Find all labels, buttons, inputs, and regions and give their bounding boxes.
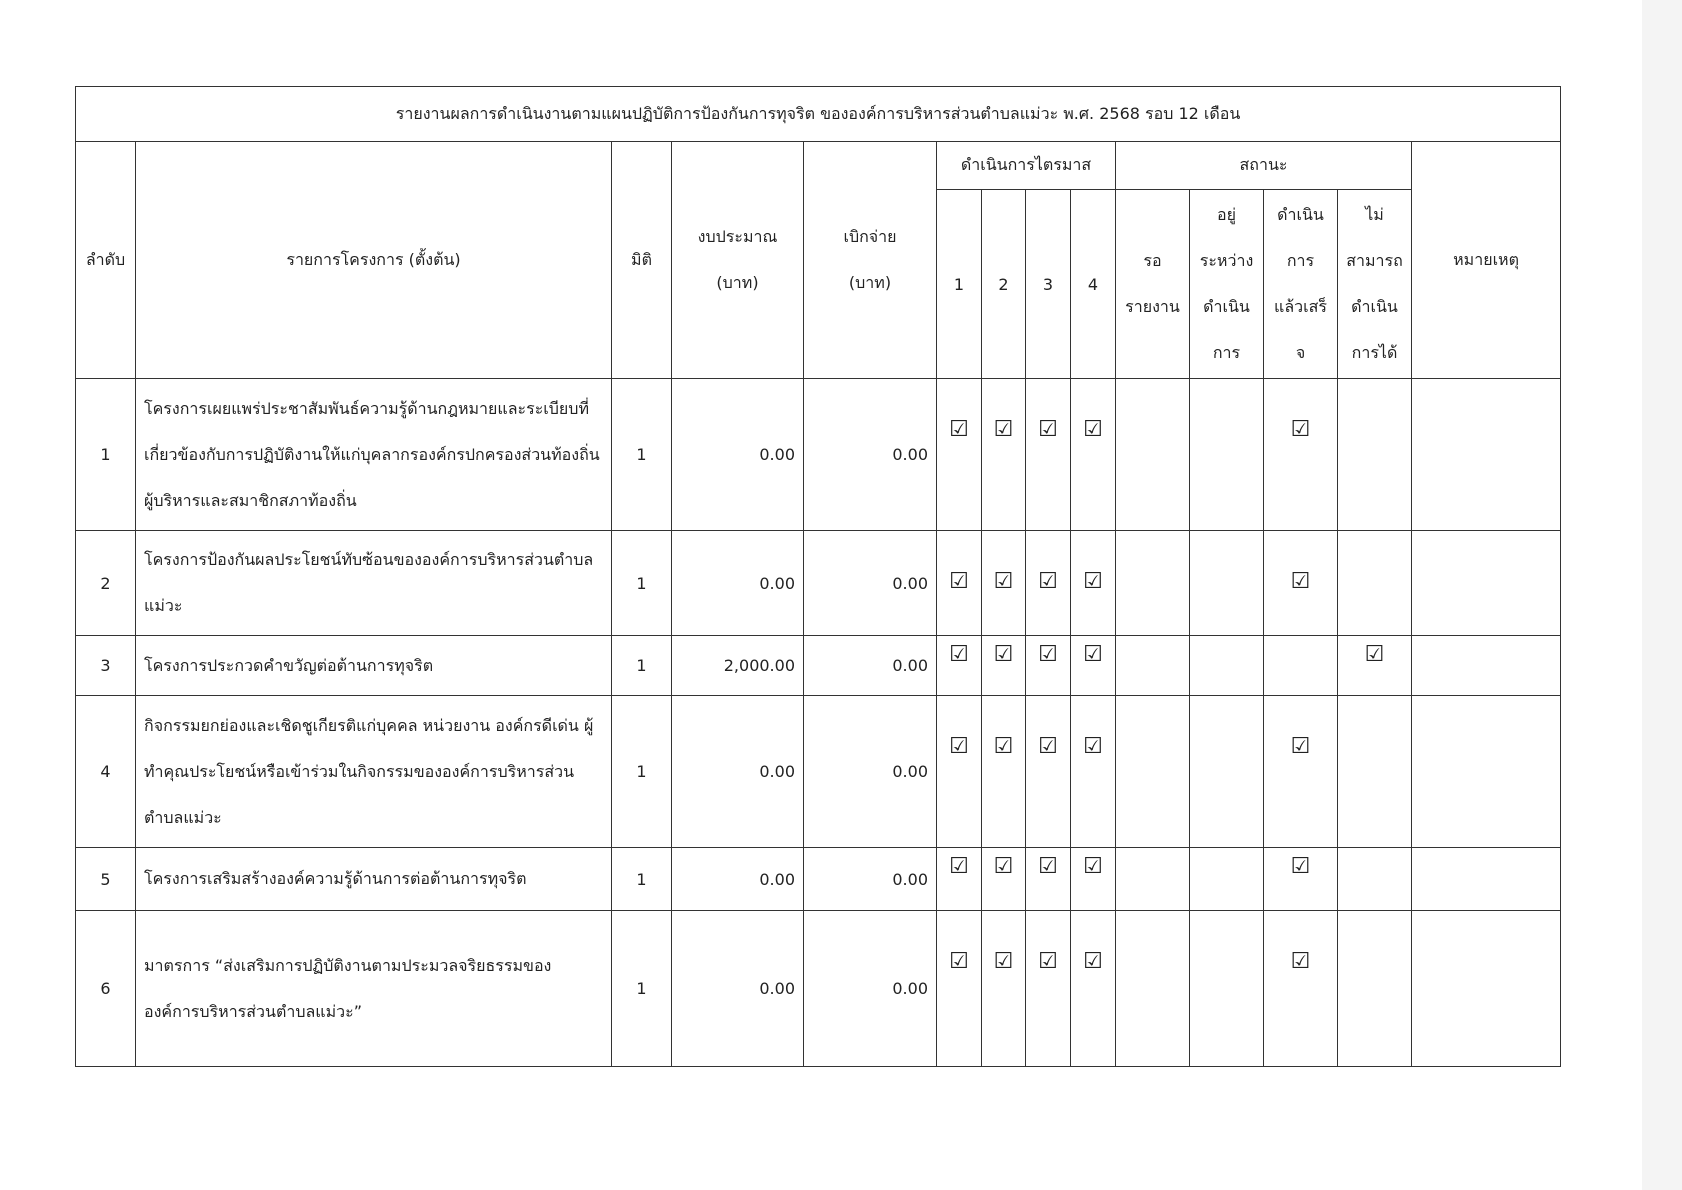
header-quarter-2: 2: [982, 190, 1026, 379]
status-header-line: แล้วเสร็: [1274, 297, 1327, 316]
checkbox-checked-icon: ☑: [993, 642, 1014, 667]
header-no: ลำดับ: [76, 142, 136, 379]
status-header-line: ไม่: [1365, 205, 1384, 224]
header-project: รายการโครงการ (ตั้งต้น): [136, 142, 612, 379]
quarter-2-cell: [982, 848, 1026, 911]
status-header-line: การ: [1286, 251, 1315, 270]
quarter-3-cell: [1026, 379, 1071, 531]
quarter-3-cell: [1026, 531, 1071, 636]
table-row: [76, 696, 1561, 848]
row-remark: [1412, 696, 1561, 848]
row-no: 5: [76, 848, 136, 911]
row-remark: [1412, 911, 1561, 1067]
status-2-cell: [1190, 848, 1264, 911]
checkbox-checked-icon: ☑: [1038, 642, 1058, 667]
status-2-cell: [1190, 696, 1264, 848]
row-budget: 2,000.00: [672, 636, 804, 696]
budget-label: งบประมาณ: [697, 227, 778, 246]
header-status-4: [1338, 190, 1412, 379]
quarter-1-cell: [937, 636, 982, 696]
header-quarter-group: ดำเนินการไตรมาส: [937, 142, 1116, 190]
row-project-name: โครงการประกวดคำขวัญต่อต้านการทุจริต: [136, 636, 612, 696]
status-3-cell: [1264, 848, 1338, 911]
row-no: 2: [76, 531, 136, 636]
row-spent: 0.00: [804, 696, 937, 848]
row-dimension: 1: [612, 636, 672, 696]
row-budget: 0.00: [672, 911, 804, 1067]
row-dimension: 1: [612, 911, 672, 1067]
quarter-1-cell: [937, 696, 982, 848]
row-budget: 0.00: [672, 379, 804, 531]
quarter-3-cell: [1026, 848, 1071, 911]
row-no: 6: [76, 911, 136, 1067]
checkbox-checked-icon: ☑: [949, 734, 969, 759]
status-3-cell: [1264, 911, 1338, 1067]
checkbox-checked-icon: ☑: [1038, 734, 1058, 759]
header-quarter-3: 3: [1026, 190, 1071, 379]
status-header-line: ดำเนิน: [1277, 205, 1324, 224]
status-4-cell: [1338, 848, 1412, 911]
status-1-cell: [1116, 911, 1190, 1067]
status-header-line: การ: [1212, 343, 1241, 362]
quarter-4-cell: [1071, 911, 1116, 1067]
header-remark: หมายเหตุ: [1412, 142, 1561, 379]
quarter-2-cell: [982, 696, 1026, 848]
row-dimension: 1: [612, 848, 672, 911]
checkbox-checked-icon: ☑: [949, 642, 969, 667]
checkbox-checked-icon: ☑: [949, 854, 969, 879]
checkbox-checked-icon: ☑: [949, 417, 969, 442]
checkbox-checked-icon: ☑: [1290, 417, 1311, 442]
row-spent: 0.00: [804, 636, 937, 696]
table-row: [76, 911, 1561, 1067]
checkbox-checked-icon: ☑: [993, 417, 1014, 442]
status-3-cell: [1264, 531, 1338, 636]
row-budget: 0.00: [672, 848, 804, 911]
checkbox-checked-icon: ☑: [1083, 734, 1103, 759]
checkbox-checked-icon: ☑: [949, 949, 969, 974]
status-header-line: การได้: [1351, 343, 1398, 362]
quarter-2-cell: [982, 531, 1026, 636]
quarter-1-cell: [937, 531, 982, 636]
checkbox-checked-icon: ☑: [1083, 417, 1103, 442]
status-1-cell: [1116, 636, 1190, 696]
quarter-4-cell: [1071, 848, 1116, 911]
quarter-2-cell: [982, 636, 1026, 696]
checkbox-checked-icon: ☑: [1038, 854, 1058, 879]
table-row: [76, 531, 1561, 636]
checkbox-checked-icon: ☑: [1083, 949, 1103, 974]
checkbox-checked-icon: ☑: [993, 734, 1014, 759]
checkbox-checked-icon: ☑: [1364, 642, 1385, 667]
row-project-name: โครงการป้องกันผลประโยชน์ทับซ้อนขององค์การบริหารส่วนตำบลแม่วะ: [136, 531, 612, 636]
budget-unit: (บาท): [716, 273, 759, 292]
header-status-1: [1116, 190, 1190, 379]
row-project-name: มาตรการ “ส่งเสริมการปฏิบัติงานตามประมวลจริยธรรมขององค์การบริหารส่วนตำบลแม่วะ”: [136, 911, 612, 1067]
row-dimension: 1: [612, 379, 672, 531]
checkbox-checked-icon: ☑: [1290, 569, 1311, 594]
checkbox-checked-icon: ☑: [1290, 949, 1311, 974]
status-2-cell: [1190, 911, 1264, 1067]
quarter-1-cell: [937, 911, 982, 1067]
row-spent: 0.00: [804, 531, 937, 636]
status-4-cell: [1338, 696, 1412, 848]
checkbox-checked-icon: ☑: [1083, 569, 1103, 594]
header-quarter-1: 1: [937, 190, 982, 379]
quarter-4-cell: [1071, 531, 1116, 636]
header-budget: [672, 142, 804, 379]
row-project-name: โครงการเผยแพร่ประชาสัมพันธ์ความรู้ด้านกฎหมายและระเบียบที่เกี่ยวข้องกับการปฏิบัติงานให้แก่บุคลากรองค์กรปกครองส่วนท้องถิ่น ผู้บริหารและสมาชิกสภาท้องถิ่น: [136, 379, 612, 531]
row-budget: 0.00: [672, 696, 804, 848]
quarter-4-cell: [1071, 636, 1116, 696]
status-3-cell: [1264, 696, 1338, 848]
checkbox-checked-icon: ☑: [993, 949, 1014, 974]
header-dimension: มิติ: [612, 142, 672, 379]
row-spent: 0.00: [804, 911, 937, 1067]
status-header-line: อยู่: [1217, 205, 1236, 224]
status-1-cell: [1116, 531, 1190, 636]
row-no: 4: [76, 696, 136, 848]
quarter-1-cell: [937, 379, 982, 531]
status-4-cell: [1338, 379, 1412, 531]
status-header-line: สามารถ: [1346, 251, 1403, 270]
status-header-line: รอ: [1143, 251, 1162, 270]
checkbox-checked-icon: ☑: [993, 569, 1014, 594]
status-1-cell: [1116, 379, 1190, 531]
header-status-2: [1190, 190, 1264, 379]
report-table: [75, 86, 1561, 1067]
checkbox-checked-icon: ☑: [1038, 949, 1058, 974]
row-dimension: 1: [612, 696, 672, 848]
checkbox-checked-icon: ☑: [1038, 417, 1058, 442]
row-spent: 0.00: [804, 848, 937, 911]
status-1-cell: [1116, 848, 1190, 911]
quarter-4-cell: [1071, 379, 1116, 531]
status-header-line: ระหว่าง: [1199, 251, 1254, 270]
checkbox-checked-icon: ☑: [949, 569, 969, 594]
checkbox-checked-icon: ☑: [1290, 854, 1311, 879]
row-remark: [1412, 531, 1561, 636]
status-2-cell: [1190, 531, 1264, 636]
row-remark: [1412, 636, 1561, 696]
quarter-1-cell: [937, 848, 982, 911]
status-4-cell: [1338, 911, 1412, 1067]
status-1-cell: [1116, 696, 1190, 848]
quarter-2-cell: [982, 911, 1026, 1067]
table-row: [76, 848, 1561, 911]
spent-label: เบิกจ่าย: [843, 227, 897, 246]
checkbox-checked-icon: ☑: [1038, 569, 1058, 594]
checkbox-checked-icon: ☑: [1083, 642, 1103, 667]
header-status-3: [1264, 190, 1338, 379]
report-title: รายงานผลการดำเนินงานตามแผนปฏิบัติการป้องกันการทุจริต ขององค์การบริหารส่วนตำบลแม่วะ พ.ศ. 2568 รอบ 12 เดือน: [76, 87, 1561, 142]
row-dimension: 1: [612, 531, 672, 636]
row-remark: [1412, 379, 1561, 531]
status-header-line: รายงาน: [1125, 297, 1180, 316]
status-3-cell: [1264, 636, 1338, 696]
header-status-group: สถานะ: [1116, 142, 1412, 190]
quarter-4-cell: [1071, 696, 1116, 848]
row-no: 3: [76, 636, 136, 696]
status-2-cell: [1190, 379, 1264, 531]
header-spent: [804, 142, 937, 379]
checkbox-checked-icon: ☑: [1083, 854, 1103, 879]
status-3-cell: [1264, 379, 1338, 531]
row-spent: 0.00: [804, 379, 937, 531]
scan-page-edge: [1642, 0, 1682, 1190]
quarter-3-cell: [1026, 911, 1071, 1067]
status-header-line: ดำเนิน: [1351, 297, 1398, 316]
status-header-line: ดำเนิน: [1203, 297, 1250, 316]
header-quarter-4: 4: [1071, 190, 1116, 379]
table-row: [76, 636, 1561, 696]
checkbox-checked-icon: ☑: [1290, 734, 1311, 759]
spent-unit: (บาท): [848, 273, 892, 292]
status-header-line: จ: [1295, 343, 1306, 362]
status-2-cell: [1190, 636, 1264, 696]
quarter-2-cell: [982, 379, 1026, 531]
checkbox-checked-icon: ☑: [993, 854, 1014, 879]
row-budget: 0.00: [672, 531, 804, 636]
row-no: 1: [76, 379, 136, 531]
row-remark: [1412, 848, 1561, 911]
quarter-3-cell: [1026, 636, 1071, 696]
row-project-name: โครงการเสริมสร้างองค์ความรู้ด้านการต่อต้านการทุจริต: [136, 848, 612, 911]
status-4-cell: [1338, 636, 1412, 696]
row-project-name: กิจกรรมยกย่องและเชิดชูเกียรติแก่บุคคล หน่วยงาน องค์กรดีเด่น ผู้ทำคุณประโยชน์หรือเข้าร่วมในกิจกรรมขององค์การบริหารส่วนตำบลแม่วะ: [136, 696, 612, 848]
quarter-3-cell: [1026, 696, 1071, 848]
table-row: [76, 379, 1561, 531]
status-4-cell: [1338, 531, 1412, 636]
